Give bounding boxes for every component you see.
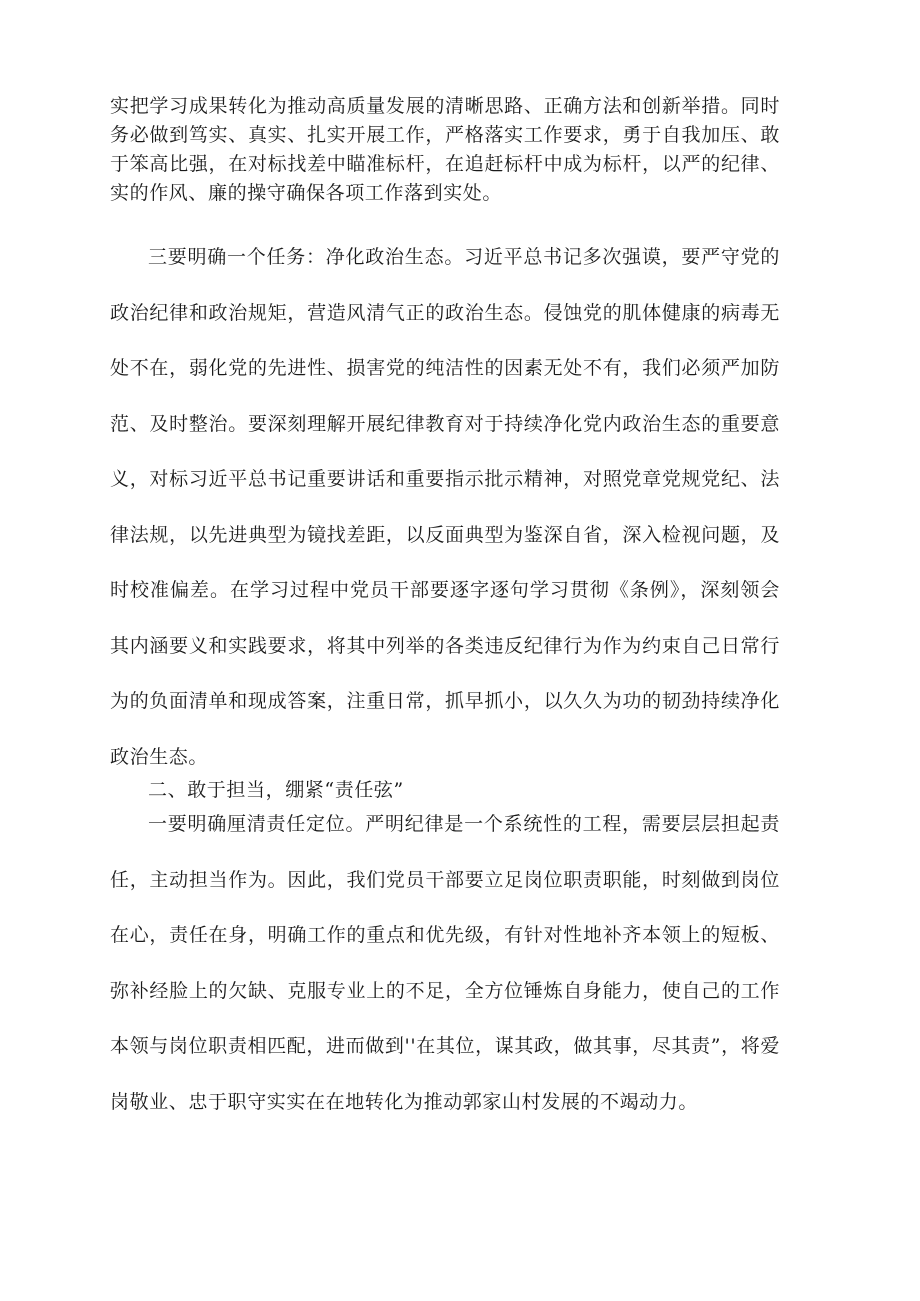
paragraph-responsibility-positioning: 一要明确厘清责任定位。严明纪律是一个系统性的工程，需要层层担起责任，主动担当作为。因此，我们党员干部要立足岗位职责职能，时刻做到岗位在心，责任在身，明确工作的重点和优先级，有针对性地补齐本领上的短板、弥补经脸上的欠缺、克服专业上的不足，全方位锤炼自身能力，使自己的工作本领与岗位职责相匹配，进而做到''在其位，谋其政，做其事，尽其责”，将爱岗敬业、忠于职守实实在在地转化为推动郭家山村发展的不竭动力。 bbox=[110, 813, 780, 1113]
section-heading-responsibility: 二、敢于担当，绷紧“责任弦” bbox=[148, 779, 404, 801]
paragraph-continuation: 实把学习成果转化为推动高质量发展的清晰思路、正确方法和创新举措。同时务必做到笃实、真实、扎实开展工作，严格落实工作要求，勇于自我加压、敢于笨高比强，在对标找差中瞄准标杆，在追赶标杆中成为标杆，以严的纪律、实的作风、廉的操守确保各项工作落到实处。 bbox=[110, 95, 780, 204]
paragraph-purify-political-ecology: 三要明确一个任务：净化政治生态。习近平总书记多次强谟，要严守党的政治纪律和政治规矩，营造风清气正的政治生态。侵蚀党的肌体健康的病毒无处不在，弱化党的先进性、损害党的纯洁性的因素无处不有，我们必须严加防范、及时整治。要深刻理解开展纪律教育对于持续净化党内政治生态的重要意义，对标习近平总书记重要讲话和重要指示批示精神，对照党章党规党纪、法律法规，以先进典型为镜找差距，以反面典型为鉴深自省，深入检视问题，及时校准偏差。在学习过程中党员干部要逐字逐句学习贯彻《条例》，深刻领会其内涵要义和实践要求，将其中列举的各类违反纪律行为作为约束自己日常行为的负面清单和现成答案，注重日常，抓早抓小，以久久为功的韧劲持续净化政治生态。 bbox=[110, 246, 780, 768]
